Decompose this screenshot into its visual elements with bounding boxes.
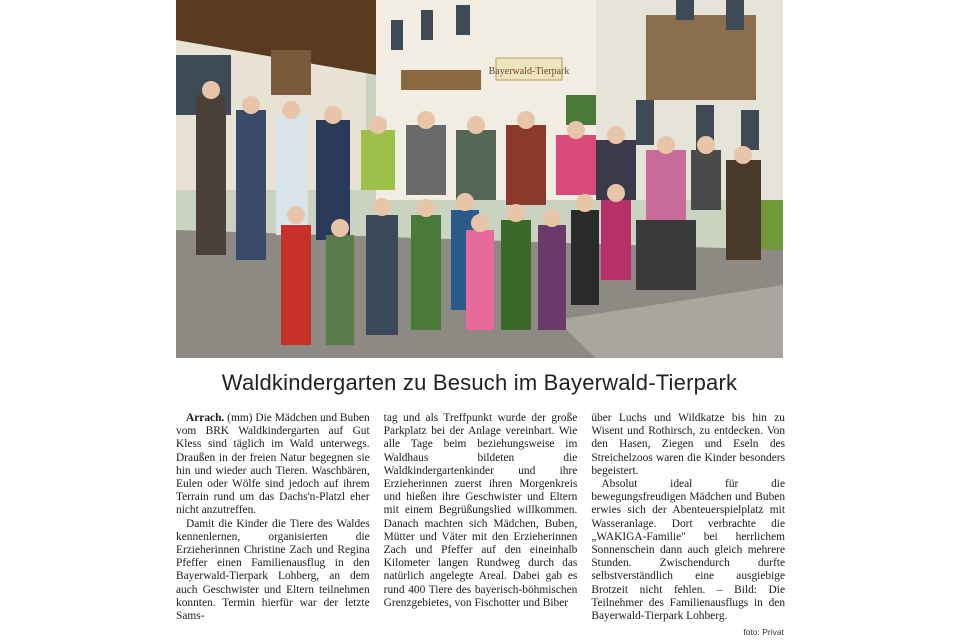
article-column-3	[591, 412, 785, 640]
tierpark-sign: Bayerwald-Tierpark	[488, 66, 570, 77]
article-column-2	[384, 412, 578, 640]
article-body	[176, 412, 785, 640]
dateline: Arrach.	[186, 412, 225, 424]
article-paragraph	[176, 412, 370, 518]
article-paragraph: Damit die Kinder die Tiere des Waldes kennenlernen, organisierten die Erzieherinnen Christine Zach und Regina Pfeffer einen Familienausflug in den Bayerwald-Tierpark Lohberg, an dem auch Geschwister und Eltern teilnehmen konnten. Termin hierfür war der letzte Sams-	[176, 517, 370, 623]
paragraph-text: (mm) Die Mädchen und Buben vom BRK Waldkindergarten auf Gut Kless sind täglich im Wald unterwegs. Draußen in der freien Natur begegnen sie hin und wieder auch Tieren. Waschbären, Eulen oder Wölfe sind jedoch auf ihrem Terrain rund um das Dachs'n-Platzl eher nicht anzutreffen.	[176, 412, 370, 517]
article-headline: Waldkindergarten zu Besuch im Bayerwald-Tierpark	[221, 370, 738, 395]
article-paragraph: tag und als Treffpunkt wurde der große Parkplatz bei der Anlage vereinbart. Wie alle Tage beim beziehungsweise im Waldhaus bildeten die Waldkindergartenkinder und ihre Erzieherinnen zuerst ihren Morgenkreis und hießen ihre Geschwister und Eltern mit einem Begrüßungslied willkommen. Danach machten sich Mädchen, Buben, Mütter und Väter mit den Erzieherinnen Zach und Pfeffer auf den eineinhalb Kilometer langen Rundweg durch das natürlich angelegte Areal. Dabei gab es rund 400 Tiere des bayerisch-böhmischen Grenzgebietes, von Fischotter und Biber	[383, 412, 578, 609]
group-photo	[176, 0, 783, 358]
article-paragraph: über Luchs und Wildkatze bis hin zu Wisent und Rothirsch, zu entdecken. Von den Hasen, Ziegen und Eseln des Streichelzoos waren die Kinder besonders begeistert.	[591, 412, 785, 477]
photo-credit: foto: Privat	[743, 627, 784, 637]
article-column-1	[176, 412, 370, 640]
article-paragraph: Absolut ideal für die bewegungsfreudigen Mädchen und Buben erwies sich der Abenteuerspielplatz mit Wasseranlage. Dort verbrachte die „WAKIGA-Familie" bei herrlichem Sonnenschein dann auch gleich mehrere Stunden. Zwischendurch durfte selbstverständlich eine ausgiebige Brotzeit nicht fehlen. – Bild: Die Teilnehmer des Familienausflugs in den Bayerwald-Tierpark Lohberg.	[591, 478, 785, 623]
group-photo-illustration	[176, 0, 783, 358]
